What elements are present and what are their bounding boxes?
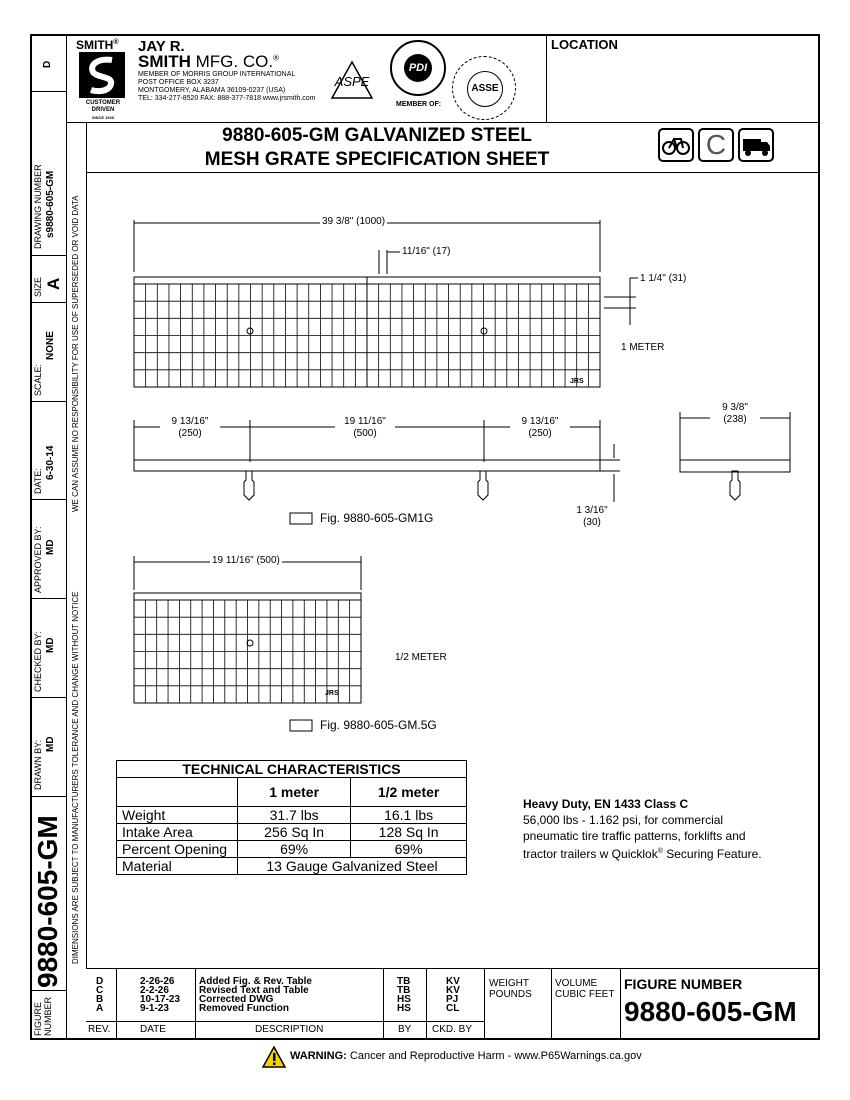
date-label: DATE: — [33, 468, 43, 494]
dim-side-right — [510, 416, 570, 440]
table-row — [117, 841, 467, 858]
tech-cell: Material — [117, 858, 238, 875]
size-value: A — [44, 277, 63, 290]
tech-cell: 16.1 lbs — [351, 807, 467, 824]
smith-tag-text: SMITH — [76, 38, 114, 52]
registered-mark: ® — [657, 848, 663, 855]
scale-label: SCALE: — [33, 363, 43, 396]
volume-label — [555, 978, 614, 1000]
warning-body: Cancer and Reproductive Harm - www.P65Warnings.ca.gov — [346, 1050, 642, 1062]
revision-ckd-by — [446, 977, 460, 1013]
volume-label-line: CUBIC FEET — [555, 989, 615, 1000]
address-line: MEMBER OF MORRIS GROUP INTERNATIONAL — [138, 71, 296, 78]
approved-value: MD — [45, 539, 56, 555]
drawn-label: DRAWN BY: — [33, 739, 43, 790]
tech-cell: Intake Area — [117, 824, 238, 841]
figure-caption-1: Fig. 9880-605-GM1G — [320, 511, 434, 525]
rev-col-line — [383, 968, 384, 1040]
rev-cell: PJ — [446, 994, 459, 1005]
revision-descriptions — [199, 977, 312, 1013]
dim-text: 19 11/16" — [344, 416, 386, 427]
rev-cell: A — [96, 1003, 104, 1014]
company-name-line1: JAY R. — [138, 38, 185, 55]
tech-cell: 256 Sq In — [238, 824, 351, 841]
titleblock-top-line — [86, 968, 820, 969]
description-header: DESCRIPTION — [255, 1024, 324, 1035]
duty-line: Securing Feature. — [666, 847, 762, 861]
rev-cell: 9-1-23 — [140, 1003, 169, 1014]
tech-header-1m: 1 meter — [238, 778, 351, 807]
table-row — [117, 824, 467, 841]
table-row — [117, 807, 467, 824]
figure-number-label: FIGURE NUMBER — [624, 976, 743, 992]
duty-line: pneumatic tire traffic patterns, forklifts and — [523, 829, 746, 843]
rev-cell: 2-26-26 — [140, 976, 175, 987]
rev-header: REV. — [88, 1024, 111, 1035]
revision-letters — [96, 977, 103, 1013]
dim-text: 9 3/8" — [722, 402, 748, 413]
dim-end-width — [710, 402, 760, 426]
rev-col-line — [116, 968, 117, 1040]
dim-text: 9 13/16" — [171, 416, 209, 427]
location-label: LOCATION — [551, 37, 618, 52]
size-label: SIZE — [33, 276, 43, 297]
rev-col-line — [484, 968, 485, 1040]
figure-number-label-vertical: FIGURE NUMBER — [33, 996, 53, 1036]
table-row — [117, 858, 467, 875]
rev-cell: Added Fig. & Rev. Table — [199, 976, 312, 987]
logo-caption-line: SINCE 1926 — [91, 115, 115, 120]
warning-bold: WARNING: — [290, 1050, 347, 1062]
duty-heading: Heavy Duty, EN 1433 Class C — [523, 797, 689, 811]
dim-overall-width: 39 3/8" (1000) — [322, 216, 386, 227]
logo-caption-line: CUSTOMER — [85, 100, 121, 106]
rev-col-line — [426, 968, 427, 1040]
revision-by — [397, 977, 411, 1013]
label-half-meter: 1/2 METER — [395, 652, 447, 663]
volume-col-line — [620, 968, 621, 1040]
warning-icon — [262, 1046, 286, 1068]
rev-cell: Revised Text and Table — [199, 985, 309, 996]
rev-cell: HS — [397, 994, 411, 1005]
dim-depth — [572, 505, 612, 529]
dim-text: (250) — [528, 428, 552, 439]
dim-half-width: 19 11/16" (500) — [212, 555, 280, 566]
dim-text: (250) — [178, 428, 202, 439]
asse-text: ASSE — [467, 71, 503, 107]
smith-tag: SMITH® — [76, 38, 119, 52]
logo-mark-1: JRS — [570, 378, 584, 385]
tech-cell: Percent Opening — [117, 841, 238, 858]
figure-number-vertical: 9880-605-GM — [32, 815, 63, 988]
date-header: DATE — [140, 1024, 166, 1035]
tech-title: TECHNICAL CHARACTERISTICS — [117, 761, 467, 778]
revision-header-line — [86, 1021, 484, 1022]
tech-header-half: 1/2 meter — [351, 778, 467, 807]
member-of-label: MEMBER OF: — [396, 101, 442, 108]
checked-label: CHECKED BY: — [33, 631, 43, 692]
rev-cell: B — [96, 994, 104, 1005]
rev-cell: HS — [397, 1003, 411, 1014]
notes-upper: WE CAN ASSUME NO RESPONSIBILITY FOR USE OF SUPERSEDED OR VOID DATA — [71, 195, 80, 512]
weight-label — [489, 978, 532, 1000]
scale-value: NONE — [45, 331, 56, 360]
dim-side-mid — [335, 416, 395, 440]
drawn-value: MD — [45, 736, 56, 752]
tech-cell: 128 Sq In — [351, 824, 467, 841]
duty-description — [523, 796, 762, 862]
figure-caption-2: Fig. 9880-605-GM.5G — [320, 718, 437, 732]
company-name-smith: SMITH — [138, 52, 191, 71]
date-value: 6-30-14 — [45, 445, 56, 480]
dim-text: (238) — [723, 414, 747, 425]
dim-text: 1 3/16" — [576, 505, 608, 516]
rev-cell: Removed Function — [199, 1003, 290, 1014]
page-title-line: MESH GRATE SPECIFICATION SHEET — [204, 149, 550, 170]
rev-col-line — [195, 968, 196, 1040]
company-name-mfg: MFG. CO. — [195, 52, 274, 71]
duty-line: 56,000 lbs - 1.162 psi, for commercial — [523, 813, 724, 827]
dim-text: 9 13/16" — [521, 416, 559, 427]
figure-number: 9880-605-GM — [624, 996, 797, 1027]
load-class-icon: C — [698, 128, 734, 162]
dim-text: (500) — [353, 428, 377, 439]
tech-cell: 13 Gauge Galvanized Steel — [238, 858, 467, 875]
dim-side-left — [160, 416, 220, 440]
checked-value: MD — [45, 637, 56, 653]
drawing-number-label: DRAWING NUMBER — [33, 164, 43, 249]
weight-label-line: WEIGHT — [489, 978, 529, 989]
dim-text: (30) — [583, 517, 601, 528]
by-header: BY — [398, 1024, 412, 1035]
rev-cell: TB — [397, 976, 411, 987]
dim-gap: 11/16" (17) — [402, 246, 451, 257]
notes-lower: DIMENSIONS ARE SUBJECT TO MANUFACTURERS TOLERANCE AND CHANGE WITHOUT NOTICE — [71, 591, 80, 964]
volume-label-line: VOLUME — [555, 978, 598, 989]
size-code: D — [42, 60, 53, 68]
approved-label: APPROVED BY: — [33, 526, 43, 593]
tech-cell: 31.7 lbs — [238, 807, 351, 824]
rev-cell: C — [96, 985, 104, 996]
drawing-number: s9880-605-GM — [45, 170, 56, 238]
address-line: POST OFFICE BOX 3237 — [138, 79, 219, 86]
rev-cell: D — [96, 976, 104, 987]
rev-cell: 10-17-23 — [140, 994, 181, 1005]
revision-dates — [140, 977, 180, 1013]
ckd-by-header: CKD. BY — [432, 1024, 473, 1035]
tech-cell: Weight — [117, 807, 238, 824]
weight-label-line: POUNDS — [489, 989, 532, 1000]
logo-mark-2: JRS — [325, 690, 339, 697]
duty-line: tractor trailers w Quicklok — [523, 847, 658, 861]
rev-cell: Corrected DWG — [199, 994, 274, 1005]
aspe-text: ASPE — [334, 74, 370, 89]
tech-table — [116, 760, 467, 875]
dim-height: 1 1/4" (31) — [640, 273, 687, 284]
label-1-meter: 1 METER — [621, 342, 665, 353]
weight-col-line — [551, 968, 552, 1040]
rev-cell: 2-2-26 — [140, 985, 169, 996]
company-name-line2: SMITH MFG. CO.® — [138, 52, 279, 71]
rev-cell: CL — [446, 1003, 460, 1014]
address-line: MONTGOMERY, ALABAMA 36109-0237 (USA) — [138, 87, 286, 94]
page-title-line: 9880-605-GM GALVANIZED STEEL — [222, 125, 532, 146]
pdi-text: PDI — [404, 54, 432, 82]
tech-header-blank — [117, 778, 238, 807]
tech-cell: 69% — [351, 841, 467, 858]
rev-cell: TB — [397, 985, 411, 996]
warning-text — [290, 1050, 642, 1062]
rev-cell: KV — [446, 976, 460, 987]
address-line: TEL: 334-277-8520 FAX: 888-377-7818 www.jrsmith.com — [138, 95, 316, 102]
rev-cell: KV — [446, 985, 460, 996]
logo-caption-line: DRIVEN — [91, 107, 115, 113]
tech-cell: 69% — [238, 841, 351, 858]
